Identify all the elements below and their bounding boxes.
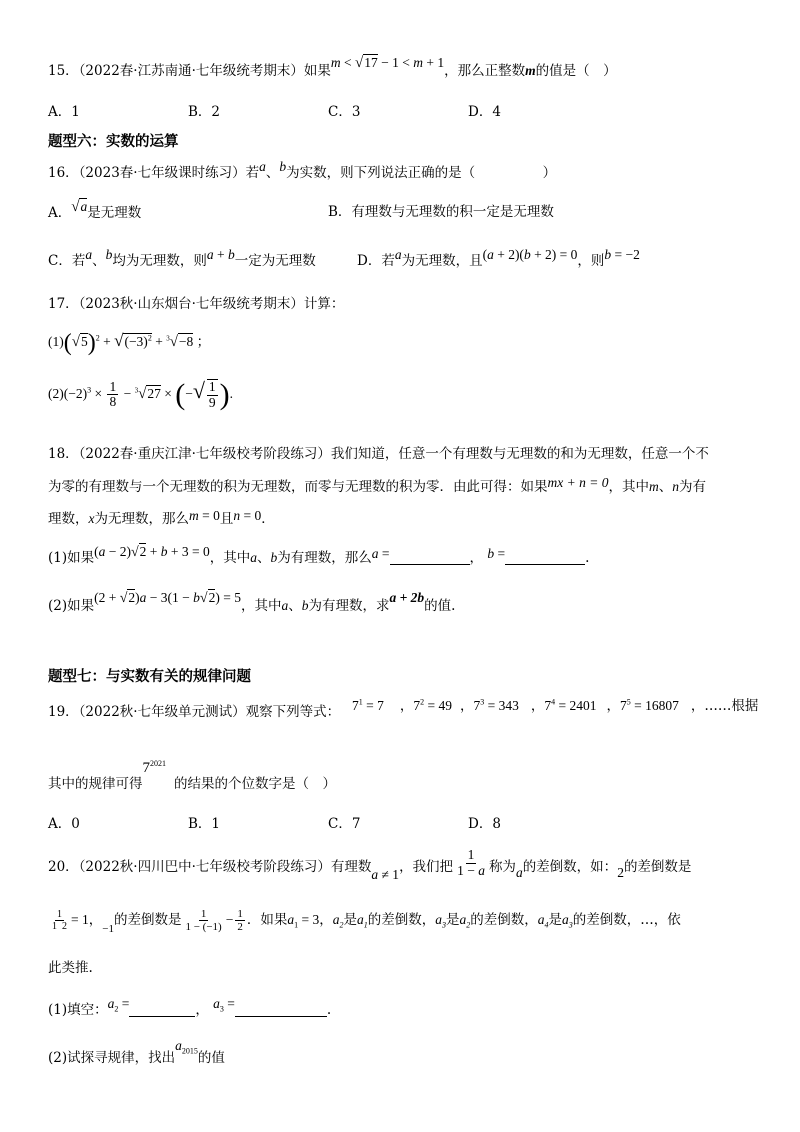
q16-option-b[interactable]: B．有理数与无理数的积一定是无理数 [328,204,554,220]
q18-line-3: 理数，x为无理数，那么m = 0且n = 0． [48,508,275,527]
q17-part-1: $(1)(√5)^2 + √(-3)^2 + ^3√-8$ ； [48,330,211,356]
q19-equations: $7^1 = 7$ ，$7^2 = 49$ ，$7^3 = 343$ ，$7^4 = 2401$ ，$7^5 = 16807$ ，……根据 [352,697,759,714]
q20-line-1: 20．（2022秋·四川巴中·七年级校考阶段练习）有理数a ≠ 1，我们把 $\frac{1}{1 - a}$ 称为a的差倒数，如：2的差倒数是 [48,847,692,882]
q20-part-1: (1)填空：$a_2$ = ， $a_3$ = . [48,996,332,1018]
q15-option-d[interactable]: D．4 [468,104,501,120]
q16-option-a[interactable]: A．√a是无理数 [48,199,142,221]
answer-blank-b[interactable] [505,550,585,565]
q17-part-2: $(2)(-2)^3$ × $\frac{1}{8}$ − $^3$√27 × (−√ $\frac{1}{9}$ ). [48,377,234,411]
q16-option-d[interactable]: D．若a为无理数，且(a + 2)(b + 2) = 0，则b = −2 [357,247,640,269]
question-number: 19． [48,704,79,720]
q19-option-b[interactable]: B．1 [188,816,221,832]
q20-line-2: $\frac{1}{1 2}$ = 1，$_{-1}$的差倒数是 $\frac{1}{1 - (-1)}$ − $\frac{1}{2}$ ．如果$a_1 = 3$，$a_2$是$a_1$的差倒数，$a_3$是$a_2$的差倒数，$a_4$是$a_3$的差倒数，…，依 [52,908,681,936]
q19-option-c[interactable]: C．7 [328,816,361,832]
q16-stem: 16．（2023春·七年级课时练习）若a、b为实数，则下列说法正确的是（ ） [48,159,557,181]
question-source: （2023春·七年级课时练习） [78,165,246,181]
q19-line-1: 19．（2022秋·七年级单元测试）观察下列等式： [48,704,341,720]
q19-option-a[interactable]: A．0 [48,816,80,832]
question-number: 18． [48,446,79,462]
inequality-formula: m < √17 − 1 < m + 1 [330,55,445,71]
answer-blank-a[interactable] [390,550,470,565]
question-source: （2022春·重庆江津·七年级校考阶段练习） [78,446,331,462]
q18-line-2: 为零的有理数与一个无理数的积为无理数，而零与无理数的积为零．由此可得：如果mx + n = 0，其中m、n为有 [48,475,706,495]
q17-stem: 17．（2023秋·山东烟台·七年级统考期末）计算： [48,296,345,312]
q18-part-1: (1)如果(a − 2)√2 + b + 3 = 0，其中a、b为有理数，那么a = ， b = . [48,544,590,566]
question-source: （2022秋·四川巴中·七年级校考阶段练习） [78,858,331,875]
question-number: 17． [48,296,79,312]
q19-option-d[interactable]: D．8 [468,816,501,832]
q20-part-2: (2)试探寻规律，找出$a_{2015}$的值 [48,1038,225,1066]
q15-option-a[interactable]: A．1 [48,104,80,120]
question-source: （2022春·江苏南通·七年级统考期末） [78,63,304,79]
answer-blank-a3[interactable] [235,1002,327,1017]
question-number: 20． [48,858,79,875]
section-heading: 题型六：实数的运算 [48,134,179,150]
q20-line-3: 此类推. [48,960,93,976]
q18-line-1: 18．（2022春·重庆江津·七年级校考阶段练习）我们知道，任意一个有理数与无理数的和为无理数，任意一个不 [48,446,709,462]
q18-part-2: (2)如果(2 + √2)a − 3(1 − b√2) = 5，其中a、b为有理数，求a + 2b的值. [48,590,456,614]
question-source: （2022秋·七年级单元测试） [78,704,246,720]
q19-line-2: 其中的规律可得$7^{2021}$的结果的个位数字是（ ） [48,759,336,792]
section-heading: 题型七：与实数有关的规律问题 [48,669,251,685]
q15-stem: 15．（2022春·江苏南通·七年级统考期末）如果m < √17 − 1 < m + 1，那么正整数m的值是（ ） [48,55,617,79]
q15-option-b[interactable]: B．2 [188,104,221,120]
question-source: （2023秋·山东烟台·七年级统考期末） [78,296,304,312]
q15-option-c[interactable]: C．3 [328,104,361,120]
question-number: 16． [48,165,79,181]
q16-option-c[interactable]: C．若a、b均为无理数，则a + b一定为无理数 [48,247,316,269]
answer-blank-a2[interactable] [129,1002,195,1017]
question-number: 15． [48,63,79,79]
